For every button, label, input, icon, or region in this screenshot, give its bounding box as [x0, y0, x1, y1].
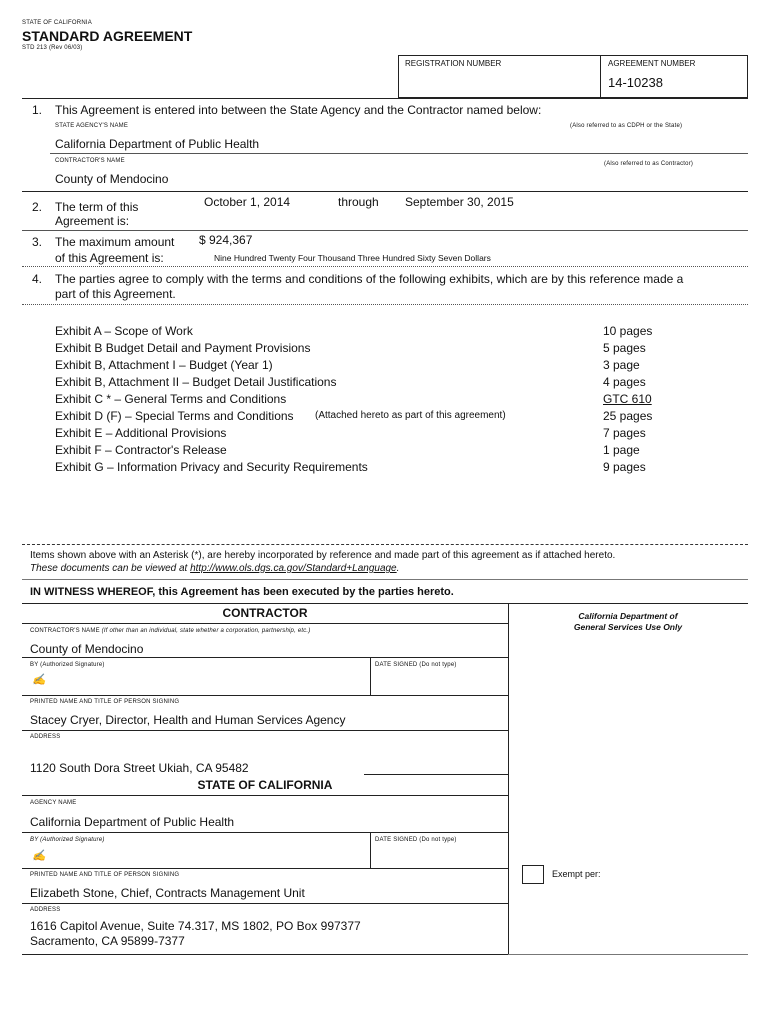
- exhibit-pages: 7 pages: [603, 426, 646, 440]
- dgs-line2: General Services Use Only: [573, 622, 683, 632]
- state-agency-name-label: AGENCY NAME: [30, 800, 77, 806]
- witness-statement: IN WITNESS WHEREOF, this Agreement has been executed by the parties hereto.: [30, 586, 454, 598]
- term-label-line2: Agreement is:: [55, 214, 130, 228]
- state-by-label: BY (Authorized Signature): [30, 837, 105, 843]
- contractor-block-name-label-text: CONTRACTOR'S NAME: [30, 628, 100, 634]
- item2-rule: [22, 230, 748, 231]
- registration-label: REGISTRATION NUMBER: [405, 59, 502, 68]
- exhibit-name: Exhibit D (F) – Special Terms and Conditions: [55, 409, 294, 423]
- state-agency-rule: [22, 832, 508, 833]
- exempt-checkbox[interactable]: [522, 865, 544, 884]
- state-printed-rule: [22, 903, 508, 904]
- contractor-block-name-label-note: (If other than an individual, state whether a corporation, partnership, etc.): [101, 628, 311, 634]
- contractor-signature-mark: ✍: [32, 674, 46, 686]
- state-agency-label: STATE AGENCY'S NAME: [55, 123, 129, 129]
- item1-text: This Agreement is entered into between the State Agency and the Contractor named below:: [55, 103, 542, 117]
- item1-rule: [22, 191, 748, 192]
- agreement-label: AGREEMENT NUMBER: [608, 59, 696, 68]
- contractor-address: 1120 South Dora Street Ukiah, CA 95482: [30, 761, 249, 775]
- state-label: STATE OF CALIFORNIA: [22, 20, 92, 26]
- state-date-divider: [370, 832, 371, 868]
- exhibit-pages: 4 pages: [603, 375, 646, 389]
- exhibit-pages-link[interactable]: GTC 610: [603, 392, 652, 406]
- max-amount: $ 924,367: [199, 233, 253, 247]
- exhibit-pages: 9 pages: [603, 460, 646, 474]
- contractor-by-label: BY (Authorized Signature): [30, 662, 105, 668]
- exhibit-row: [55, 324, 735, 341]
- term-start: October 1, 2014: [204, 195, 291, 209]
- exhibit-row: [55, 341, 735, 358]
- contractor-printed-name: Stacey Cryer, Director, Health and Human Services Agency: [30, 713, 346, 727]
- exhibit-pages: 3 page: [603, 358, 640, 372]
- standard-language-link[interactable]: http://www.ols.dgs.ca.gov/Standard+Language: [190, 563, 397, 574]
- item4-line1: The parties agree to comply with the terms and conditions of the following exhibits, which are by this reference made a: [55, 272, 684, 286]
- state-agency-name: California Department of Public Health: [30, 815, 235, 829]
- exhibit-note: (Attached hereto as part of this agreement): [315, 410, 506, 421]
- amount-label-line2: of this Agreement is:: [55, 251, 164, 265]
- form-title: STANDARD AGREEMENT: [22, 28, 193, 44]
- state-heading: STATE OF CALIFORNIA: [197, 778, 333, 792]
- contractor-signature-rule: [22, 695, 508, 696]
- table-bottom-rule: [22, 954, 508, 955]
- viewed-note-end: .: [396, 563, 400, 574]
- exhibit-row: [55, 460, 735, 477]
- contractor-name-value: County of Mendocino: [55, 172, 169, 186]
- exhibit-row: [55, 443, 735, 460]
- term-end: September 30, 2015: [405, 195, 514, 209]
- contractor-heading-rule: [22, 623, 508, 624]
- exhibit-name: Exhibit F – Contractor's Release: [55, 443, 227, 457]
- state-signature-mark: ✍: [32, 850, 46, 862]
- exhibit-pages: 1 page: [603, 443, 640, 457]
- exhibit-row: [55, 375, 735, 392]
- contractor-name-rule: [22, 657, 508, 658]
- form-id: STD 213 (Rev 06/03): [22, 45, 83, 51]
- exhibit-name: Exhibit B Budget Detail and Payment Provisions: [55, 341, 311, 355]
- contractor-heading: CONTRACTOR: [222, 606, 308, 620]
- state-agency-note: (Also referred to as CDPH or the State): [570, 123, 683, 129]
- contractor-address-label: ADDRESS: [30, 734, 61, 740]
- exhibit-row: [55, 358, 735, 375]
- state-printed-label: PRINTED NAME AND TITLE OF PERSON SIGNING: [30, 872, 180, 878]
- exhibit-row: [55, 392, 735, 409]
- contractor-printed-label: PRINTED NAME AND TITLE OF PERSON SIGNING: [30, 699, 180, 705]
- contractor-name-note: (Also referred to as Contractor): [604, 161, 694, 167]
- exhibit-name: Exhibit B, Attachment II – Budget Detail Justifications: [55, 375, 337, 389]
- asterisk-note: Items shown above with an Asterisk (*), are hereby incorporated by reference and made part of this agreement as if attached hereto.: [30, 550, 616, 561]
- exhibit-row: [55, 409, 735, 426]
- exhibits-rule: [22, 544, 748, 545]
- exhibit-name: Exhibit C * – General Terms and Conditions: [55, 392, 287, 406]
- viewed-note: [30, 563, 399, 574]
- term-through: through: [338, 195, 379, 209]
- exhibit-pages: 10 pages: [603, 324, 653, 338]
- exhibit-row: [55, 426, 735, 443]
- state-heading-rule: [22, 795, 508, 796]
- contractor-date-divider: [370, 657, 371, 695]
- exempt-label: Exempt per:: [552, 869, 601, 879]
- table-top-rule: [22, 603, 748, 604]
- exhibit-name: Exhibit B, Attachment I – Budget (Year 1): [55, 358, 273, 372]
- item4-line2: part of this Agreement.: [55, 287, 176, 301]
- state-address-line2: Sacramento, CA 95899-7377: [30, 934, 185, 948]
- exhibit-name: Exhibit E – Additional Provisions: [55, 426, 227, 440]
- contractor-block-name: County of Mendocino: [30, 642, 144, 656]
- exhibit-name: Exhibit A – Scope of Work: [55, 324, 193, 338]
- state-signature-rule: [22, 868, 508, 869]
- header-rule: [22, 98, 748, 99]
- agency-rule: [50, 153, 748, 154]
- exhibit-pages: 5 pages: [603, 341, 646, 355]
- exhibit-pages: 25 pages: [603, 409, 653, 423]
- dgs-bottom-rule: [508, 954, 748, 955]
- table-divider: [508, 603, 509, 954]
- item2-number: 2.: [32, 200, 43, 214]
- state-address-line1: 1616 Capitol Avenue, Suite 74.317, MS 1802, PO Box 997377: [30, 919, 361, 933]
- agreement-box: [600, 55, 748, 98]
- state-agency-value: California Department of Public Health: [55, 137, 260, 151]
- item3-number: 3.: [32, 235, 43, 249]
- contractor-name-label: CONTRACTOR'S NAME: [55, 158, 125, 164]
- exhibit-name: Exhibit G – Information Privacy and Security Requirements: [55, 460, 368, 474]
- registration-box: [398, 55, 600, 98]
- state-printed-name: Elizabeth Stone, Chief, Contracts Management Unit: [30, 886, 305, 900]
- term-label-line1: The term of this: [55, 200, 139, 214]
- agreement-number: 14-10238: [608, 75, 663, 90]
- state-address-label: ADDRESS: [30, 907, 61, 913]
- amount-label-line1: The maximum amount: [55, 235, 175, 249]
- item3-rule: [22, 266, 748, 267]
- item4-number: 4.: [32, 272, 43, 286]
- contractor-address-rule: [364, 774, 508, 775]
- exhibit-list: [55, 324, 735, 477]
- contractor-date-label: DATE SIGNED (Do not type): [375, 662, 457, 668]
- contractor-block-name-label: [30, 628, 311, 634]
- notes-rule: [22, 579, 748, 580]
- contractor-printed-rule: [22, 730, 508, 731]
- state-date-label: DATE SIGNED (Do not type): [375, 837, 457, 843]
- viewed-note-text: These documents can be viewed at: [30, 563, 191, 574]
- amount-in-words: Nine Hundred Twenty Four Thousand Three Hundred Sixty Seven Dollars: [214, 253, 491, 263]
- item4-rule: [22, 304, 748, 305]
- dgs-line1: California Department of: [578, 611, 678, 621]
- item1-number: 1.: [32, 103, 43, 117]
